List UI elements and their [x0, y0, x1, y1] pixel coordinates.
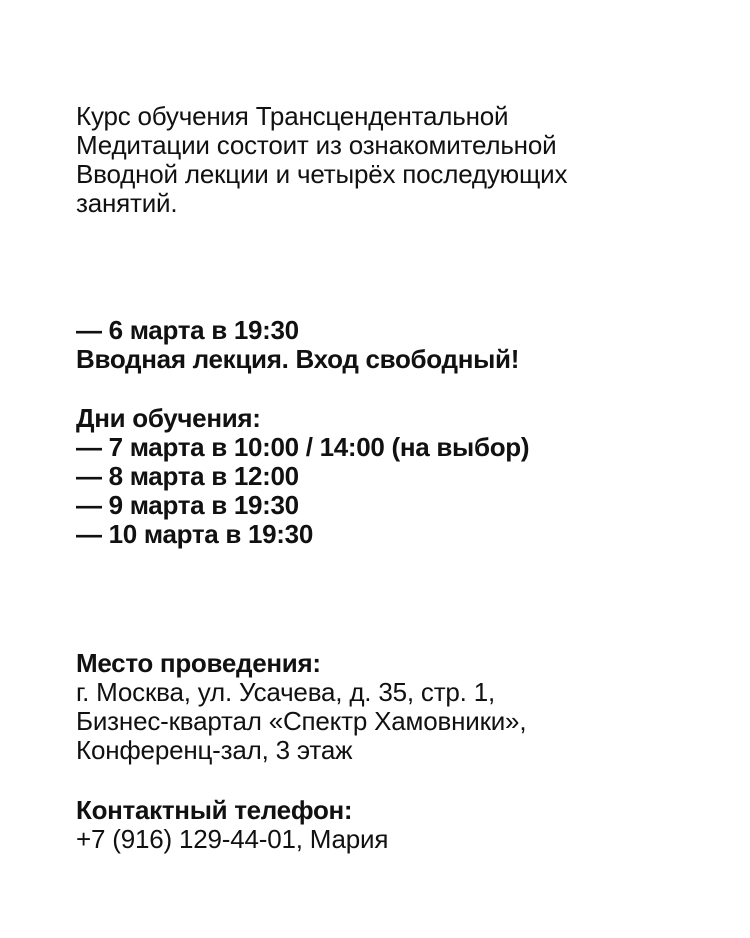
contact-block [76, 796, 716, 854]
venue-address-line: Конференц-зал, 3 этаж [76, 735, 353, 765]
training-days-block [76, 404, 716, 549]
intro-lecture-description: Вводная лекция. Вход свободный! [76, 344, 520, 374]
venue-address-line: г. Москва, ул. Усачева, д. 35, стр. 1, [76, 677, 496, 707]
training-day-item: — 8 марта в 12:00 [76, 461, 299, 491]
announcement [76, 102, 716, 854]
intro-line: занятий. [76, 188, 178, 218]
contact-phone: +7 (916) 129-44-01, Мария [76, 824, 389, 854]
intro-lecture-date: — 6 марта в 19:30 [76, 315, 299, 345]
training-days-heading: Дни обучения: [76, 403, 261, 433]
training-day-item: — 7 марта в 10:00 / 14:00 (на выбор) [76, 432, 530, 462]
venue-block [76, 649, 716, 765]
training-day-item: — 10 марта в 19:30 [76, 519, 313, 549]
intro-line: Медитации состоит из ознакомительной [76, 130, 557, 160]
intro-line: Вводной лекции и четырёх последующих [76, 159, 568, 189]
venue-heading: Место проведения: [76, 648, 321, 678]
intro-line: Курс обучения Трансцендентальной [76, 101, 509, 131]
training-day-item: — 9 марта в 19:30 [76, 490, 299, 520]
venue-address-line: Бизнес-квартал «Спектр Хамовники», [76, 706, 527, 736]
intro-paragraph [76, 102, 716, 218]
intro-lecture-block [76, 316, 716, 374]
contact-heading: Контактный телефон: [76, 795, 353, 825]
